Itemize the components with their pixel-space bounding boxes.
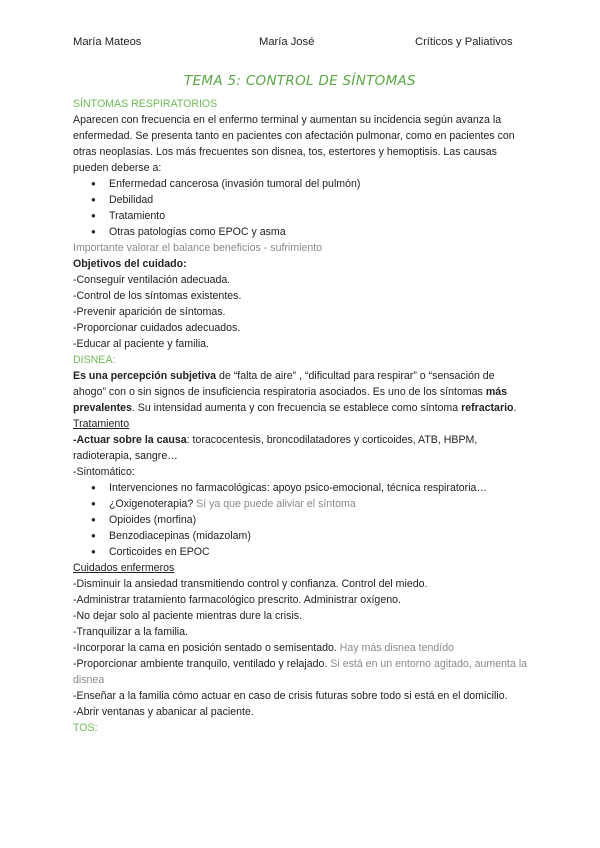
list-item: ● Enfermedad cancerosa (invasión tumoral del pulmón) [109,176,528,192]
section-heading-disnea: DISNEA: [73,354,116,366]
causes-list [73,176,528,240]
objective-item: -Prevenir aparición de síntomas. [73,306,226,318]
definition-text: de “falta de aire” , “dificultad para respirar” o “sensación de ahogo” con o sin signos de insuficiencia respiratoria asociados. Es uno de los síntomas [73,370,495,398]
intro-paragraph: Aparecen con frecuencia en el enfermo terminal y aumentan su incidencia según avanza la enfermedad. Se presenta tanto en pacientes con afectación pulmonar, como en pacientes con otras neoplasias. Los más frecuentes son disnea, tos, estertores y hemoptisis. Las causas pueden deberse a: [73,114,515,174]
care-item: -Disminuir la ansiedad transmitiendo control y confianza. Control del miedo. [73,578,428,590]
care-note: Hay más disnea tendído [336,642,455,654]
header-author-center: María José [259,36,315,48]
header-subject: Críticos y Paliativos [415,36,513,48]
definition-bold: refractario [461,402,514,414]
treatment-cause [73,432,528,464]
oxygen-note: Sí ya que puede aliviar el síntoma [193,498,356,510]
care-item: -Administrar tratamiento farmacológico prescrito. Administrar oxígeno. [73,594,401,606]
care-text: -Proporcionar ambiente tranquilo, ventilado y relajado. [73,658,328,670]
definition-bold: más prevalentes [73,386,508,414]
care-item: -Tranquilizar a la familia. [73,626,188,638]
objective-item: -Conseguir ventilación adecuada. [73,274,231,286]
objective-item: -Educar al paciente y familia. [73,338,210,350]
care-item [73,656,528,688]
section-heading-respiratorios: SÍNTOMAS RESPIRATORIOS [73,98,218,110]
document-body [73,96,528,736]
care-item: -Enseñar a la familia cómo actuar en caso de crisis futuras sobre todo si está en el domicilio. [73,690,508,702]
list-item: ● Benzodiacepinas (midazolam) [109,528,528,544]
care-title: Cuidados enfermeros [73,562,175,574]
objective-item: -Proporcionar cuidados adecuados. [73,322,241,334]
list-item [109,496,528,512]
list-item: ● Debilidad [109,192,528,208]
list-item: ● Tratamiento [109,208,528,224]
care-note: Si está en un entorno agitado, aumenta la disnea [73,658,528,686]
balance-note: Importante valorar el balance beneficios - sufrimiento [73,242,323,254]
treatment-cause-label: -Actuar sobre la causa [73,434,187,446]
list-item: ● Intervenciones no farmacológicas: apoyo psico-emocional, técnica respiratoria… [109,480,528,496]
list-item: ● Corticoides en EPOC [109,544,528,560]
care-item: -Abrir ventanas y abanicar al paciente. [73,706,254,718]
symptomatic-list [73,480,528,560]
list-item: ● Opioides (morfina) [109,512,528,528]
page-title: TEMA 5: CONTROL DE SÍNTOMAS [184,73,416,89]
objective-item: -Control de los síntomas existentes. [73,290,242,302]
section-heading-tos: TOS: [73,722,98,734]
care-item: -No dejar solo al paciente mientras dure la crisis. [73,610,303,622]
objectives-title: Objetivos del cuidado: [73,258,187,270]
care-item [73,640,528,656]
definition-text: . [513,402,517,414]
treatment-title: Tratamiento [73,418,130,430]
definition-text: . Su intensidad aumenta y con frecuencia se establece como síntoma [131,402,462,414]
treatment-cause-text: : toracocentesis, broncodilatadores y corticoides, ATB, HBPM, radioterapia, sangre… [73,434,478,462]
care-text: -Incorporar la cama en posición sentado o semisentado. [73,642,337,654]
header-author-left: María Mateos [73,36,142,48]
definition-bold: Es una percepción subjetiva [73,370,217,382]
list-item: ● Otras patologías como EPOC y asma [109,224,528,240]
oxygen-question: ¿Oxigenoterapia? [109,498,194,510]
disnea-definition [73,368,528,416]
symptomatic-label: -Sintomático: [73,466,135,478]
